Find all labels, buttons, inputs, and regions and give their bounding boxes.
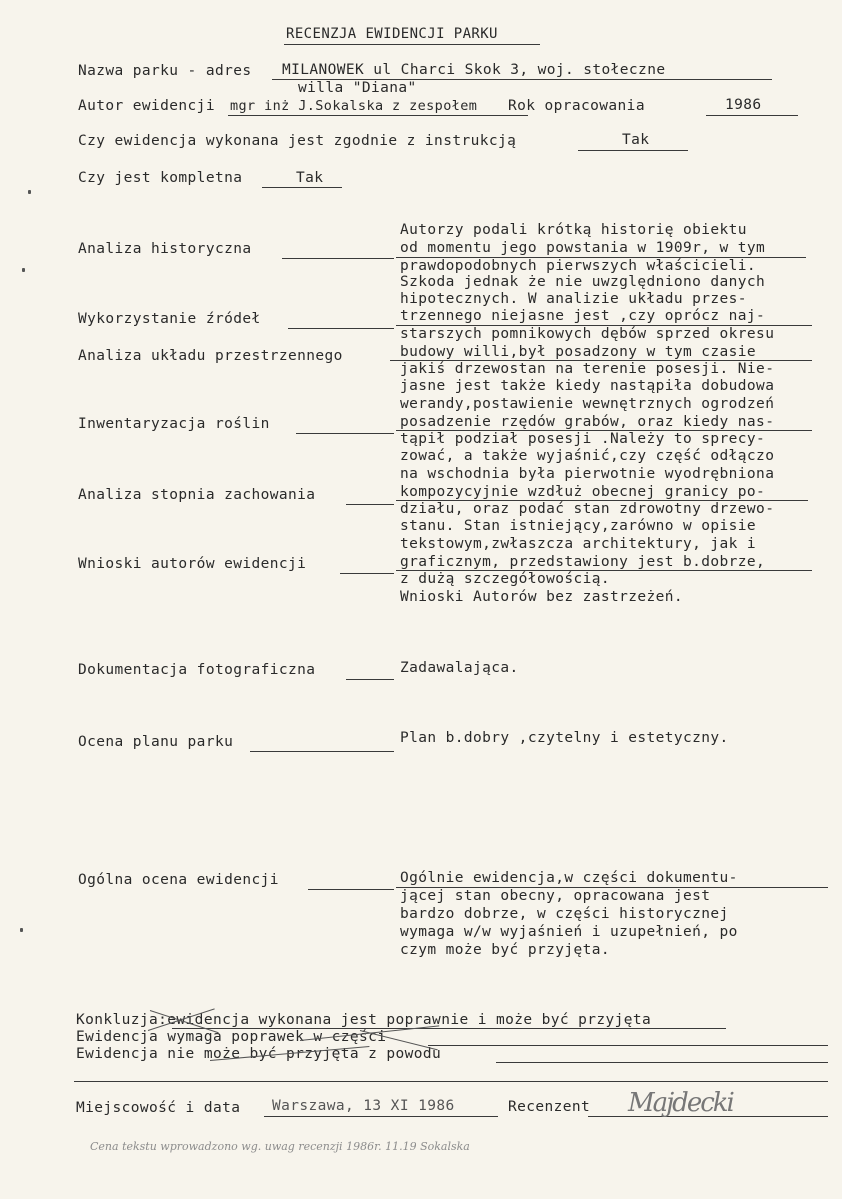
review-line: z dużą szczegółowością. xyxy=(400,571,610,587)
overall-line: bardzo dobrze, w części historycznej xyxy=(400,906,729,922)
review-line: posadzenie rzędów grabów, oraz kiedy nas- xyxy=(400,414,775,430)
review-line: werandy,postawienie wewnętrznych ogrodzeń xyxy=(400,396,775,412)
instruction-underline xyxy=(578,150,688,151)
reviewer-signature: Majdecki xyxy=(628,1088,733,1118)
place-date-label: Miejscowość i data xyxy=(76,1100,241,1116)
section-sources-underline xyxy=(288,328,394,329)
review-line: Wnioski Autorów bez zastrzeżeń. xyxy=(400,589,684,605)
overall-line: jącej stan obecny, opracowana jest xyxy=(400,888,711,904)
year-value: 1986 xyxy=(725,97,762,113)
author-underline xyxy=(228,115,528,116)
review-line: trzennego niejasne jest ,czy oprócz naj- xyxy=(400,308,766,324)
title-underline xyxy=(284,44,540,45)
section-historical-underline xyxy=(282,258,394,259)
review-line: od momentu jego powstania w 1909r, w tym xyxy=(400,240,766,256)
review-line: zować, a także wyjaśnić,czy część odłączo xyxy=(400,448,775,464)
section-layout: Analiza układu przestrzennego xyxy=(78,348,343,364)
conclusion-underline-2 xyxy=(428,1045,828,1046)
review-underline xyxy=(390,360,812,361)
review-line: Szkoda jednak że nie uwzględniono danych xyxy=(400,274,766,290)
photo-underline xyxy=(346,679,394,680)
section-plants-underline xyxy=(296,433,394,434)
review-line: hipotecznych. W analizie układu przes- xyxy=(400,291,747,307)
complete-label: Czy jest kompletna xyxy=(78,170,243,186)
plan-value: Plan b.dobry ,czytelny i estetyczny. xyxy=(400,730,729,746)
review-line: Autorzy podali krótką historię obiektu xyxy=(400,222,747,238)
author-label: Autor ewidencji xyxy=(78,98,215,114)
instruction-value: Tak xyxy=(622,132,650,148)
section-historical: Analiza historyczna xyxy=(78,241,252,257)
conclusion-line-2: Ewidencja wymaga poprawek w części xyxy=(76,1029,387,1045)
review-underline xyxy=(396,500,808,501)
park-label: Nazwa parku - adres xyxy=(78,63,252,79)
margin-dot xyxy=(20,928,23,932)
section-condition: Analiza stopnia zachowania xyxy=(78,487,316,503)
margin-dot xyxy=(28,190,31,194)
conclusion-underline-3 xyxy=(496,1062,828,1063)
review-line: budowy willi,był posadzony w tym czasie xyxy=(400,344,757,360)
review-line: na wschodnia była pierwotnie wyodrębniona xyxy=(400,466,775,482)
conclusion-line-1: Konkluzja:ewidencja wykonana jest poprawnie i może być przyjęta xyxy=(76,1012,652,1028)
margin-dot xyxy=(22,268,25,272)
park-value: MILANOWEK ul Charci Skok 3, woj. stołeczne xyxy=(282,62,666,78)
section-condition-underline xyxy=(346,504,394,505)
place-date-value: Warszawa, 13 XI 1986 xyxy=(272,1098,455,1114)
plan-label: Ocena planu parku xyxy=(78,734,234,750)
conclusion-line-3: Ewidencja nie może być przyjęta z powodu xyxy=(76,1046,442,1062)
photo-value: Zadawalająca. xyxy=(400,660,519,676)
section-conclusions: Wnioski autorów ewidencji xyxy=(78,556,307,572)
year-label: Rok opracowania xyxy=(508,98,645,114)
review-underline xyxy=(396,570,812,571)
author-value: mgr inż J.Sokalska z zespołem xyxy=(230,98,478,114)
review-line: prawdopodobnych pierwszych właścicieli. xyxy=(400,258,757,274)
overall-line: czym może być przyjęta. xyxy=(400,942,610,958)
review-line: działu, oraz podać stan zdrowotny drzewo- xyxy=(400,501,775,517)
section-sources: Wykorzystanie źródeł xyxy=(78,311,261,327)
review-line: tekstowym,zwłaszcza architektury, jak i xyxy=(400,536,757,552)
review-line: stanu. Stan istniejący,zarówno w opisie xyxy=(400,518,757,534)
photo-label: Dokumentacja fotograficzna xyxy=(78,662,316,678)
section-conclusions-underline xyxy=(340,573,394,574)
overall-line: wymaga w/w wyjaśnień i uzupełnień, po xyxy=(400,924,738,940)
place-date-underline xyxy=(264,1116,498,1117)
review-underline xyxy=(396,430,812,431)
year-underline xyxy=(706,115,798,116)
review-line: jasne jest także kiedy nastąpiła dobudowa xyxy=(400,378,775,394)
review-line: starszych pomnikowych dębów sprzed okresu xyxy=(400,326,775,342)
overall-underline xyxy=(308,889,394,890)
complete-value: Tak xyxy=(296,170,324,186)
park-value-2: willa "Diana" xyxy=(298,80,417,96)
instruction-label: Czy ewidencja wykonana jest zgodnie z instrukcją xyxy=(78,133,517,149)
review-underline xyxy=(396,257,806,258)
review-line: graficznym, przedstawiony jest b.dobrze, xyxy=(400,554,766,570)
review-line: tąpił podział posesji .Należy to sprecy- xyxy=(400,431,766,447)
handwritten-note: Cena tekstu wprowadzono wg. uwag recenzji 1986r. 11.19 Sokalska xyxy=(90,1140,470,1153)
plan-underline xyxy=(250,751,394,752)
overall-label: Ogólna ocena ewidencji xyxy=(78,872,279,888)
document-title: RECENZJA EWIDENCJI PARKU xyxy=(286,26,498,42)
overall-line: Ogólnie ewidencja,w części dokumentu- xyxy=(400,870,738,886)
separator-line xyxy=(74,1081,828,1082)
reviewer-label: Recenzent xyxy=(508,1099,591,1115)
review-line: jakiś drzewostan na terenie posesji. Nie- xyxy=(400,361,775,377)
complete-underline xyxy=(262,187,342,188)
review-underline xyxy=(396,325,812,326)
section-plants: Inwentaryzacja roślin xyxy=(78,416,270,432)
review-line: kompozycyjnie wzdłuż obecnej granicy po- xyxy=(400,484,766,500)
